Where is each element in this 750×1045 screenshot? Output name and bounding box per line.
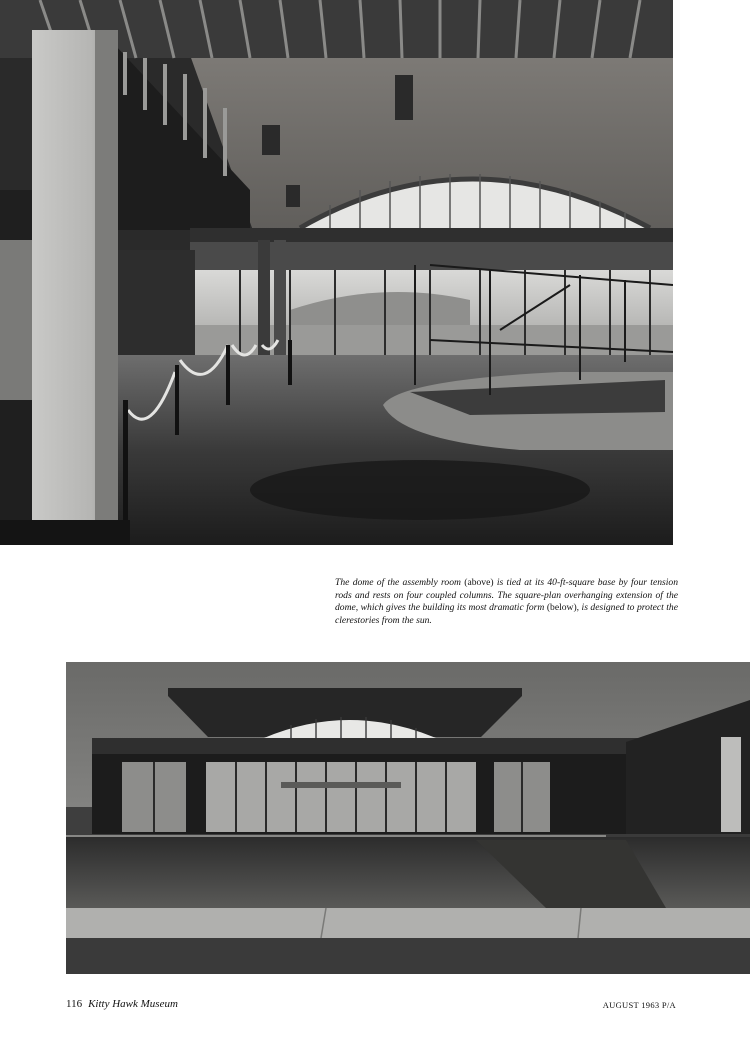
page-number: 116 — [66, 998, 83, 1010]
museum-exterior-photo — [66, 662, 750, 974]
assembly-room-interior-photo — [0, 0, 673, 545]
caption-part-1: The dome of the assembly room — [335, 577, 461, 588]
caption-ref-above: (above) — [464, 577, 494, 588]
caption-part-2: is tied at its 40-ft-square base by four tension rods and rests on four coupled columns. The square-plan overhanging extension of the dome, which gives the building its most dramatic form — [335, 577, 679, 614]
caption-ref-below: (below) — [546, 602, 577, 614]
page-footer-left — [66, 998, 178, 1010]
caption-part-3: , is designed to protect the clerestories from the sun. — [335, 602, 678, 626]
issue-date: AUGUST 1963 P/A — [602, 1000, 676, 1010]
running-title: Kitty Hawk Museum — [88, 998, 178, 1010]
photo-caption — [335, 577, 678, 627]
